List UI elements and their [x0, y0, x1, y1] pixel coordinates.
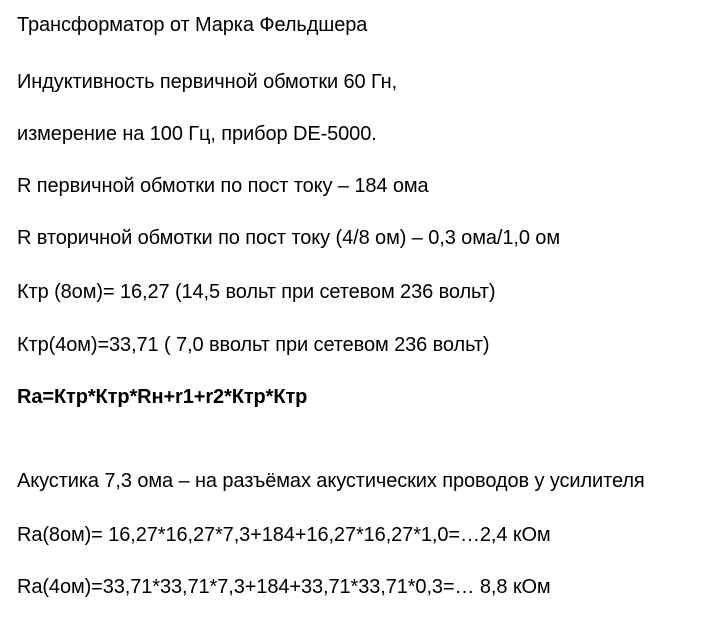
r-primary-line: R первичной обмотки по пост току – 184 ома [17, 175, 429, 197]
r-secondary-line: R вторичной обмотки по пост току (4/8 ом) – 0,3 ома/1,0 ом [17, 227, 560, 249]
ktr-8-line: Ктр (8ом)= 16,27 (14,5 вольт при сетевом 236 вольт) [17, 281, 496, 303]
title-line: Трансформатор от Марка Фельдшера [17, 14, 368, 36]
ra-4-line: Ra(4ом)=33,71*33,71*7,3+184+33,71*33,71*0,3=… 8,8 кОм [17, 576, 551, 598]
ktr-4-line: Ктр(4ом)=33,71 ( 7,0 ввольт при сетевом 236 вольт) [17, 334, 490, 356]
ra-8-line: Ra(8ом)= 16,27*16,27*7,3+184+16,27*16,27*1,0=…2,4 кОм [17, 524, 551, 546]
formula-line: Ra=Ктр*Ктр*Rн+r1+r2*Ктр*Ктр [17, 386, 308, 408]
measurement-line: измерение на 100 Гц, прибор DE-5000. [17, 123, 377, 145]
inductance-line: Индуктивность первичной обмотки 60 Гн, [17, 71, 398, 93]
acoustics-line: Акустика 7,3 ома – на разъёмах акустических проводов у усилителя [17, 470, 645, 492]
